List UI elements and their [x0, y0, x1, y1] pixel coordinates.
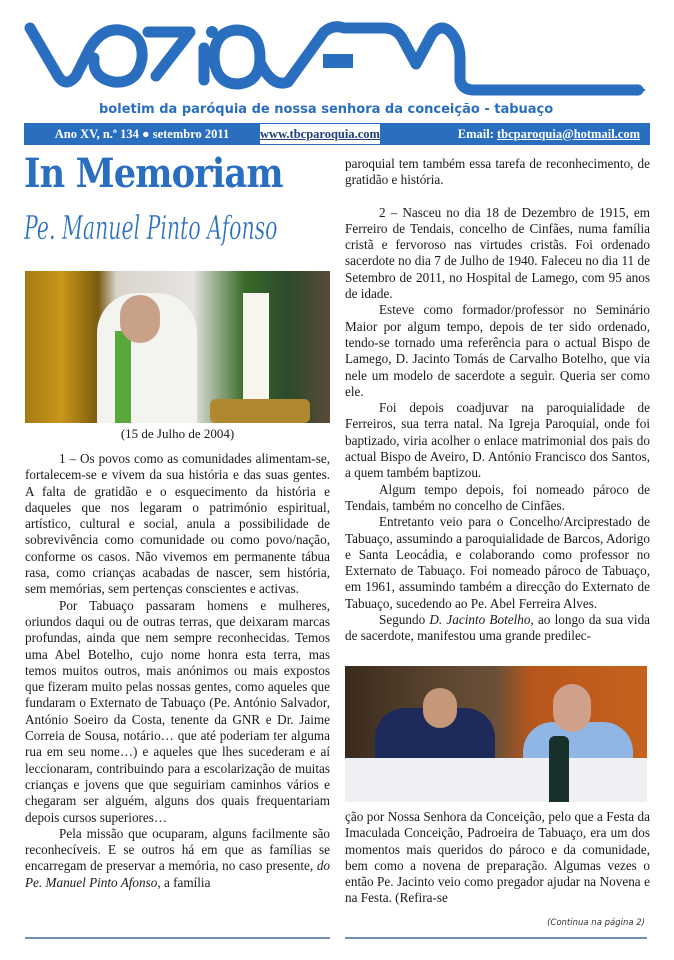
paragraph-text: , a família	[157, 874, 211, 890]
paragraph-text: , ao longo da sua vida de sacerdote, manifestou uma grande predilec-	[345, 612, 651, 644]
photo-head-left	[423, 688, 457, 728]
paragraph-text: Segundo	[379, 612, 430, 628]
email-link[interactable]: tbcparoquia@hotmail.com	[497, 126, 640, 141]
bottom-rule-right	[345, 937, 647, 939]
article-column-left	[25, 451, 330, 891]
paragraph: Foi depois coadjuvar na paroquialidade de Ferreiros, sua terra natal. Na Igreja Paroquial, onde foi baptizado, viria acolher o enlace matrimonial dos pais do actual Bispo de Aveiro, D. António Francisco dos Santos, a quem também baptizou.	[345, 400, 650, 481]
paragraph: 1 – Os povos como as comunidades alimentam-se, fortalecem-se e vivem da sua história e das suas gentes. A falta de gratidão e o esquecimento da história e daqueles que nos legaram o património espiritual, artístico, cultural e social, anula a possibilidade de sobrevivência como comunidade ou como povo/nação, conforme os casos. Não vivemos em permanente tábua rasa, como crianças acabadas de nascer, sem história, sem memórias, sem pertenças conscientes e activas.	[25, 451, 330, 597]
photo-tablecloth	[345, 758, 647, 802]
photo-stole	[115, 331, 131, 423]
paragraph-italic: D. Jacinto Botelho	[429, 612, 531, 628]
paragraph: Esteve como formador/professor no Seminário Maior por algum tempo, depois de ter sido ordenado, tendo-se tornado uma referência para o actual Bispo de Lamego, D. Jacinto Tomás de Carvalho Botelho, que via nele um modelo de sacerdote a seguir. Queria ser como ele.	[345, 302, 650, 399]
article-subtitle: Pe. Manuel Pinto Afonso	[24, 208, 278, 247]
logo-wordmark-icon	[24, 18, 654, 98]
bottom-rule-left	[25, 937, 330, 939]
continued-on-page-link[interactable]: (Continua na página 2)	[547, 918, 645, 928]
photo-candle-stand	[210, 399, 310, 423]
masthead-logo	[24, 18, 654, 118]
article-title: In Memoriam	[24, 150, 283, 197]
photo-head-right	[553, 684, 591, 732]
photo-caption: (15 de Julho de 2004)	[120, 426, 235, 441]
paragraph: paroquial tem também essa tarefa de reconhecimento, de gratidão e história.	[345, 156, 650, 188]
paragraph-text: Pela missão que ocuparam, alguns facilmente são reconhecíveis. E se outros há em que as famílias se encarregam de preservar a memória, no caso presente,	[25, 825, 330, 874]
paragraph: Entretanto veio para o Concelho/Arciprestado de Tabuaço, assumindo a paroquialidade de Barcos, Adorigo e Santa Leocádia, e colaborando como professor no Externato de Tabuaço. Foi nomeado pároco de Tabuaço, em 1961, assumindo também a direcção do Externato de Tabuaço, sucedendo ao Pe. Abel Ferreira Alves.	[345, 514, 650, 611]
issue-info-band	[24, 123, 650, 145]
article-column-right-continued	[345, 809, 650, 907]
email-label: Email:	[457, 126, 497, 141]
email-contact	[380, 127, 650, 142]
paragraph	[25, 826, 330, 891]
photo-bottle	[549, 736, 569, 802]
photo-dinner	[345, 666, 647, 802]
photo-head	[120, 295, 160, 343]
paragraph: Por Tabuaço passaram homens e mulheres, oriundos daqui ou de outras terras, que deixaram marcas profundas, ainda que nem sempre reconhecidas. Temos uma Abel Botelho, cujo nome honra esta terra, mas temos muitos outros, mais anónimos ou mais expostos que fizeram muito pelas nossas gentes, como aqueles que fundaram o Externato de Tabuaço (Pe. António Salvador, António Soeiro da Costa, tenente da GNR e Dr. Jaime Correia de Sousa, notário… que até poderiam ter alguma rua em seu nome…) e aqueles que lhes sucederam e aí leccionaram, contribuindo para a escolarização de muitas crianças e jovens que que seguiriam caminhos vários e chegaram ser alguém, alguns dos quais frequentariam depois cursos superiores…	[25, 597, 330, 825]
paragraph: 2 – Nasceu no dia 18 de Dezembro de 1915, em Ferreiro de Tendais, concelho de Cinfães, numa família cristã e fervoroso nas virtudes cristãs. Foi ordenado sacerdote no dia 7 de Julho de 1940. Faleceu no dia 11 de Setembro de 2011, no Hospital de Lamego, com 95 anos de idade.	[345, 204, 650, 302]
paragraph: Algum tempo depois, foi nomeado pároco de Tendais, também no concelho de Cinfães.	[345, 481, 650, 513]
paragraph	[345, 612, 650, 645]
website-link[interactable]: www.tbcparoquia.com	[260, 124, 380, 144]
paragraph-italic: do Pe. Manuel Pinto Afonso	[25, 858, 330, 890]
paragraph: ção por Nossa Senhora da Conceição, pelo que a Festa da Imaculada Conceição, Padroeira de Tabuaço, era um dos momentos mais queridos do pároco e da comunidade, bem como a novena de preparação. Algumas vezes o então Pe. Jacinto veio como pregador ajudar na Novena e na Festa. (Refira-se	[345, 809, 650, 906]
photo-priest-mass	[25, 271, 330, 423]
issue-number: Ano XV, n.º 134 ● setembro 2011	[54, 126, 230, 141]
photo-candle	[243, 293, 269, 403]
masthead-tagline: boletim da paróquia de nossa senhora da conceição - tabuaço	[99, 102, 554, 117]
article-column-right	[345, 156, 650, 645]
